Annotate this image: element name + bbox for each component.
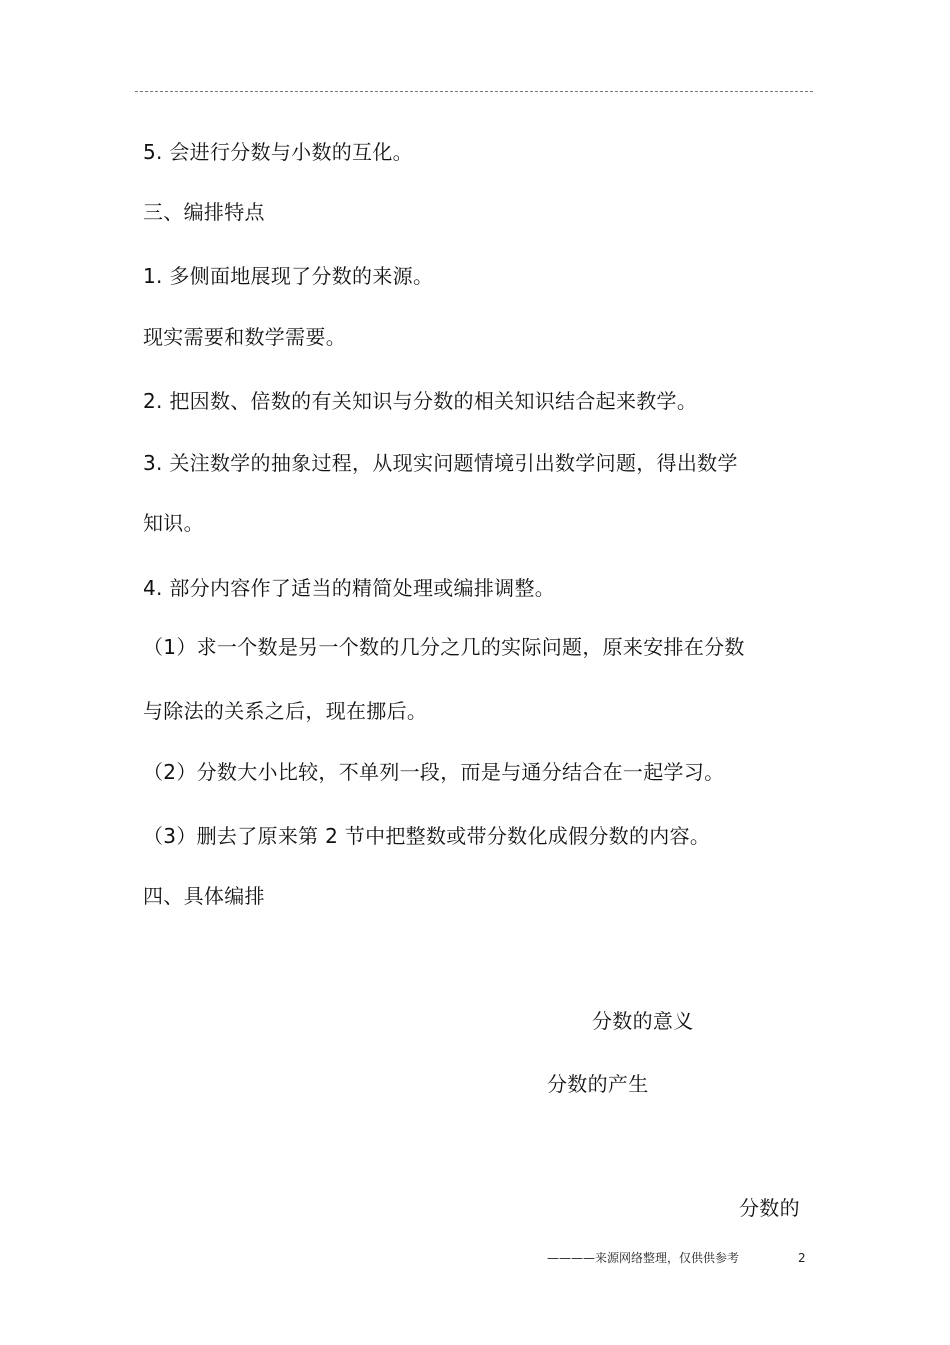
sub-item-2: （2）分数大小比较，不单列一段，而是与通分结合在一起学习。 [143, 760, 725, 784]
list-item-5: 5. 会进行分数与小数的互化。 [143, 140, 413, 164]
paragraph-text: 现实需要和数学需要。 [143, 325, 346, 349]
list-item-3: 3. 关注数学的抽象过程，从现实问题情境引出数学问题，得出数学 [143, 451, 738, 475]
sub-item-3: （3）删去了原来第 2 节中把整数或带分数化成假分数的内容。 [143, 824, 711, 848]
sub-item-1-continued: 与除法的关系之后，现在挪后。 [143, 699, 428, 723]
header-divider [135, 91, 813, 92]
list-item-4: 4. 部分内容作了适当的精简处理或编排调整。 [143, 576, 556, 600]
list-item-1: 1. 多侧面地展现了分数的来源。 [143, 264, 434, 288]
diagram-label-partial: 分数的 [739, 1196, 800, 1220]
diagram-label-origin: 分数的产生 [547, 1072, 649, 1096]
section-heading-4: 四、具体编排 [143, 884, 265, 908]
diagram-label-meaning: 分数的意义 [592, 1009, 694, 1033]
list-item-3-continued: 知识。 [143, 511, 204, 535]
list-item-2: 2. 把因数、倍数的有关知识与分数的相关知识结合起来教学。 [143, 389, 698, 413]
sub-item-1: （1）求一个数是另一个数的几分之几的实际问题，原来安排在分数 [143, 635, 745, 659]
footer-source-note: ————来源网络整理，仅供供参考 [547, 1251, 740, 1265]
page-number: 2 [798, 1251, 806, 1265]
section-heading-3: 三、编排特点 [143, 200, 265, 224]
